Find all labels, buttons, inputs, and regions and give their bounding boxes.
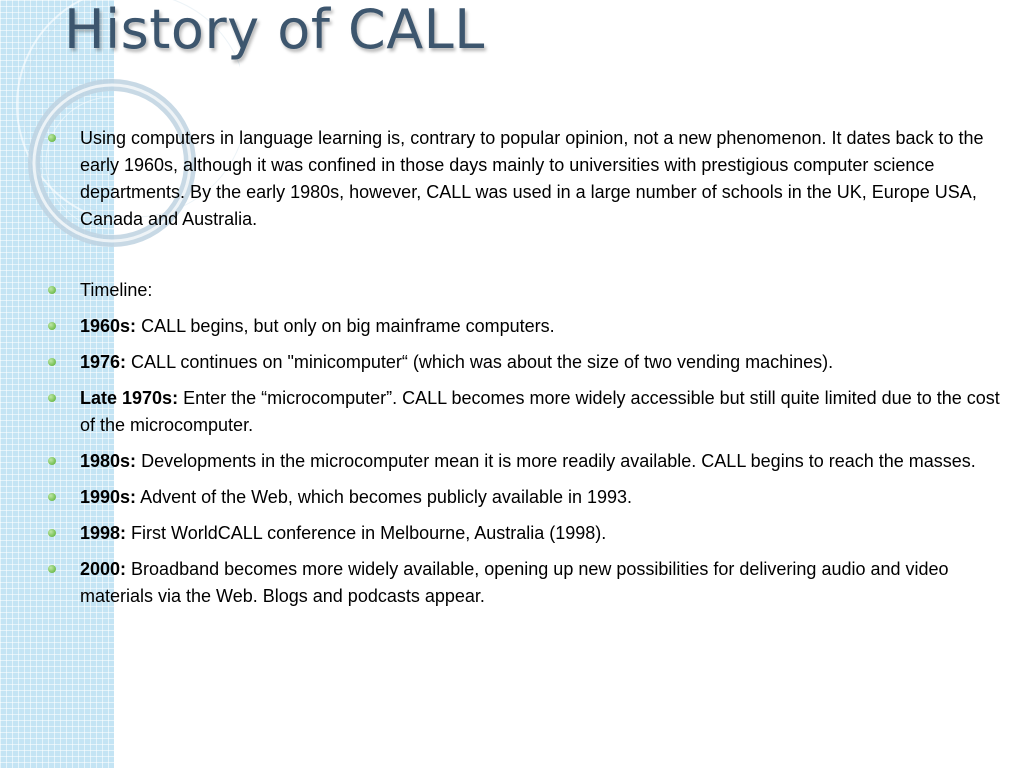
list-item — [46, 520, 1016, 547]
item-text: CALL begins, but only on big mainframe computers. — [136, 316, 555, 336]
item-text: Developments in the microcomputer mean it is more readily available. CALL begins to reach the masses. — [136, 451, 976, 471]
bullet-icon — [48, 134, 56, 142]
item-term: 2000: — [80, 559, 127, 579]
list-item — [46, 385, 1016, 439]
item-text: Broadband becomes more widely available, opening up new possibilities for delivering audio and video materials via the Web. Blogs and podcasts appear. — [80, 559, 949, 606]
list-item — [46, 349, 1016, 376]
item-term: Late 1970s: — [80, 388, 179, 408]
item-text: First WorldCALL conference in Melbourne, Australia (1998). — [126, 523, 607, 543]
item-term: 1980s: — [80, 451, 137, 471]
bullet-icon — [48, 529, 56, 537]
bullet-icon — [48, 322, 56, 330]
bullet-list — [46, 125, 1016, 619]
slide-title: History of CALL — [64, 0, 485, 61]
item-term: 1990s: — [80, 487, 137, 507]
item-text: Advent of the Web, which becomes publicly available in 1993. — [136, 487, 633, 507]
item-term: 1976: — [80, 352, 127, 372]
list-item — [46, 313, 1016, 340]
list-item — [46, 125, 1016, 233]
item-text: Timeline: — [80, 280, 153, 300]
list-item — [46, 556, 1016, 610]
bullet-icon — [48, 565, 56, 573]
item-term: 1998: — [80, 523, 127, 543]
bullet-icon — [48, 394, 56, 402]
list-item — [46, 448, 1016, 475]
bullet-icon — [48, 457, 56, 465]
item-term: 1960s: — [80, 316, 137, 336]
item-text: Using computers in language learning is, contrary to popular opinion, not a new phenomenon. It dates back to the early 1960s, although it was confined in those days mainly to universities with prestigious computer science departments. By the early 1980s, however, CALL was used in a large number of schools in the UK, Europe USA, Canada and Australia. — [80, 128, 984, 229]
item-text: Enter the “microcomputer”. CALL becomes more widely accessible but still quite limited due to the cost of the microcomputer. — [80, 388, 1000, 435]
bullet-icon — [48, 493, 56, 501]
item-text: CALL continues on "minicomputer“ (which was about the size of two vending machines). — [126, 352, 834, 372]
bullet-icon — [48, 286, 56, 294]
list-item — [46, 484, 1016, 511]
list-item — [46, 277, 1016, 304]
bullet-icon — [48, 358, 56, 366]
